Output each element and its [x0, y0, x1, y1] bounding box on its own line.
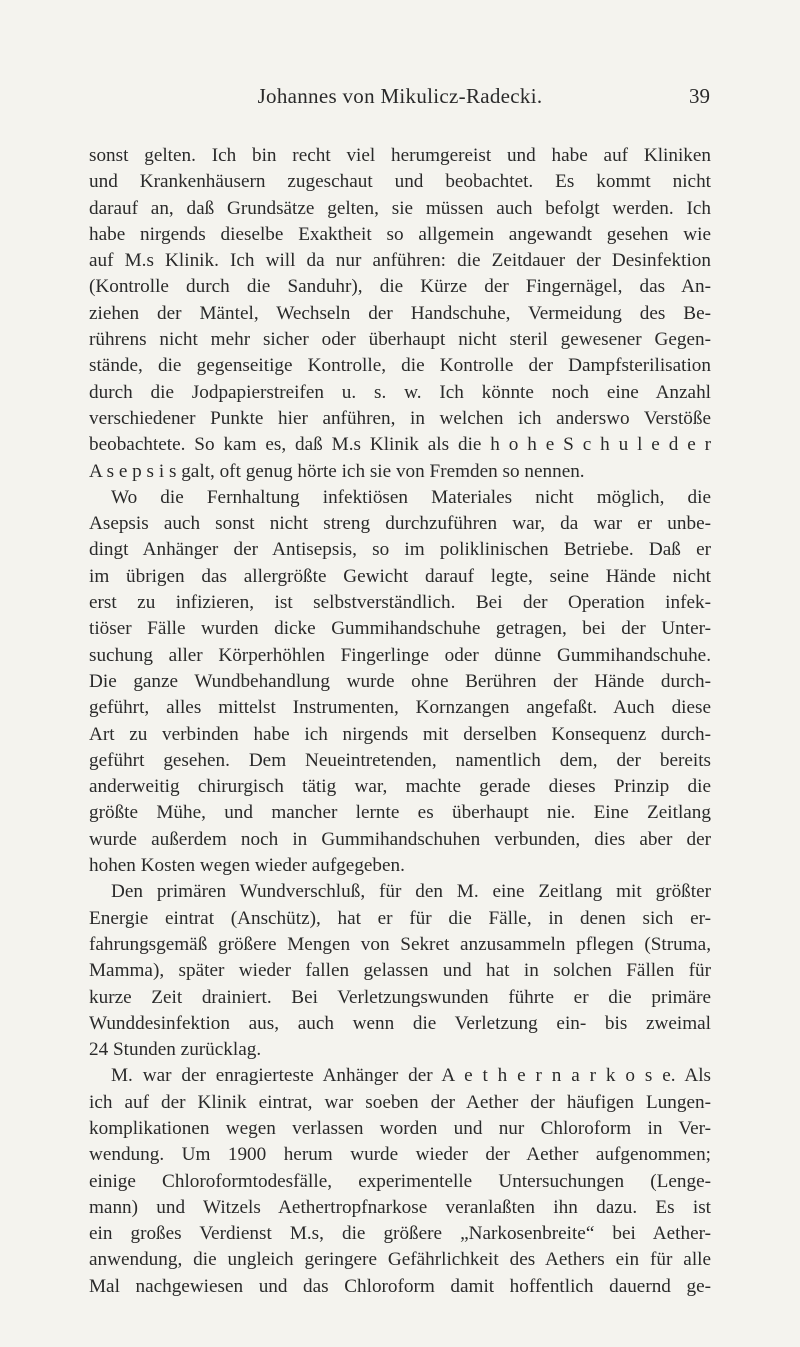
text-line: rührens nicht mehr sicher oder überhaupt nicht steril gewesener Gegen- [89, 329, 711, 351]
text-line: geführt, alles mittelst Instrumenten, Kornzangen angefaßt. Auch diese [89, 697, 711, 719]
text-line: Energie eintrat (Anschütz), hat er für die Fälle, in denen sich er- [89, 907, 711, 929]
text-line: ein großes Verdienst M.s, die größere „Narkosenbreite“ bei Aether- [89, 1223, 711, 1245]
text-line: hohen Kosten wegen wieder aufgegeben. [89, 855, 405, 877]
text-line: Asepsis auch sonst nicht streng durchzuführen war, da war er unbe- [89, 513, 711, 535]
text-line: und Krankenhäusern zugeschaut und beobachtet. Es kommt nicht [89, 171, 711, 193]
running-title: Johannes von Mikulicz-Radecki. [257, 84, 543, 108]
text-line: ziehen der Mäntel, Wechseln der Handschuhe, Vermeidung des Be- [89, 302, 711, 324]
text-line: einige Chloroformtodesfälle, experimentelle Untersuchungen (Lenge- [89, 1170, 711, 1192]
text-line: Den primären Wundverschluß, für den M. eine Zeitlang mit größter [111, 881, 711, 903]
text-line: dingt Anhänger der Antisepsis, so im poliklinischen Betriebe. Daß er [89, 539, 711, 561]
text-line: Wo die Fernhaltung infektiösen Materiales nicht möglich, die [111, 486, 711, 508]
text-line: wendung. Um 1900 herum wurde wieder der Aether aufgenommen; [89, 1144, 711, 1166]
text-line: anwendung, die ungleich geringere Gefährlichkeit des Aethers ein für alle [89, 1249, 711, 1271]
text-line: Die ganze Wundbehandlung wurde ohne Berühren der Hände durch- [89, 670, 711, 692]
text-line: auf M.s Klinik. Ich will da nur anführen: die Zeitdauer der Desinfektion [89, 250, 711, 272]
text-line: fahrungsgemäß größere Mengen von Sekret anzusammeln pflegen (Struma, [89, 933, 711, 955]
text-line: größte Mühe, und mancher lernte es überhaupt nie. Eine Zeitlang [89, 802, 711, 824]
text-line: ich auf der Klinik eintrat, war soeben der Aether der häufigen Lungen- [89, 1091, 711, 1113]
running-header [0, 84, 800, 116]
text-line: anderweitig chirurgisch tätig war, machte gerade dieses Prinzip die [89, 776, 711, 798]
text-line: geführt gesehen. Dem Neueintretenden, namentlich dem, der bereits [89, 749, 711, 771]
text-line: tiöser Fälle wurden dicke Gummihandschuhe getragen, bei der Unter- [89, 618, 711, 640]
body-text [89, 143, 711, 1300]
text-line: komplikationen wegen verlassen worden und nur Chloroform in Ver- [89, 1117, 711, 1139]
page-number: 39 [689, 84, 710, 108]
text-line: stände, die gegenseitige Kontrolle, die Kontrolle der Dampfsterilisation [89, 355, 711, 377]
text-line: M. war der enragierteste Anhänger der A e t h e r n a r k o s e. Als [111, 1065, 711, 1087]
text-line: Mal nachgewiesen und das Chloroform damit hoffentlich dauernd ge- [89, 1275, 711, 1297]
text-line: (Kontrolle durch die Sanduhr), die Kürze der Fingernägel, das An- [89, 276, 711, 298]
text-line: Mamma), später wieder fallen gelassen und hat in solchen Fällen für [89, 960, 711, 982]
text-line: im übrigen das allergrößte Gewicht darauf legte, seine Hände nicht [89, 565, 711, 587]
text-line: durch die Jodpapierstreifen u. s. w. Ich könnte noch eine Anzahl [89, 381, 711, 403]
text-line: 24 Stunden zurücklag. [89, 1039, 262, 1061]
text-line: sonst gelten. Ich bin recht viel herumgereist und habe auf Kliniken [89, 145, 711, 166]
text-line: verschiedener Punkte hier anführen, in welchen ich anderswo Verstöße [89, 407, 711, 429]
text-line: beobachtete. So kam es, daß M.s Klinik als die h o h e S c h u l e d e r [89, 434, 711, 456]
text-line: erst zu infizieren, ist selbstverständlich. Bei der Operation infek- [89, 592, 711, 614]
text-line: habe nirgends dieselbe Exaktheit so allgemein angewandt gesehen wie [89, 223, 711, 245]
text-line: Wunddesinfektion aus, auch wenn die Verletzung ein- bis zweimal [89, 1012, 711, 1034]
text-line: wurde außerdem noch in Gummihandschuhen verbunden, dies aber der [89, 828, 711, 850]
text-line: Art zu verbinden habe ich nirgends mit derselben Konsequenz durch- [89, 723, 711, 745]
text-line: A s e p s i s galt, oft genug hörte ich sie von Fremden so nennen. [89, 460, 585, 482]
text-line: mann) und Witzels Aethertropfnarkose veranlaßten ihn dazu. Es ist [89, 1196, 711, 1218]
text-line: suchung aller Körperhöhlen Fingerlinge oder dünne Gummihandschuhe. [89, 644, 711, 666]
text-line: darauf an, daß Grundsätze gelten, sie müssen auch befolgt werden. Ich [89, 197, 711, 219]
text-line: kurze Zeit drainiert. Bei Verletzungswunden führte er die primäre [89, 986, 711, 1008]
